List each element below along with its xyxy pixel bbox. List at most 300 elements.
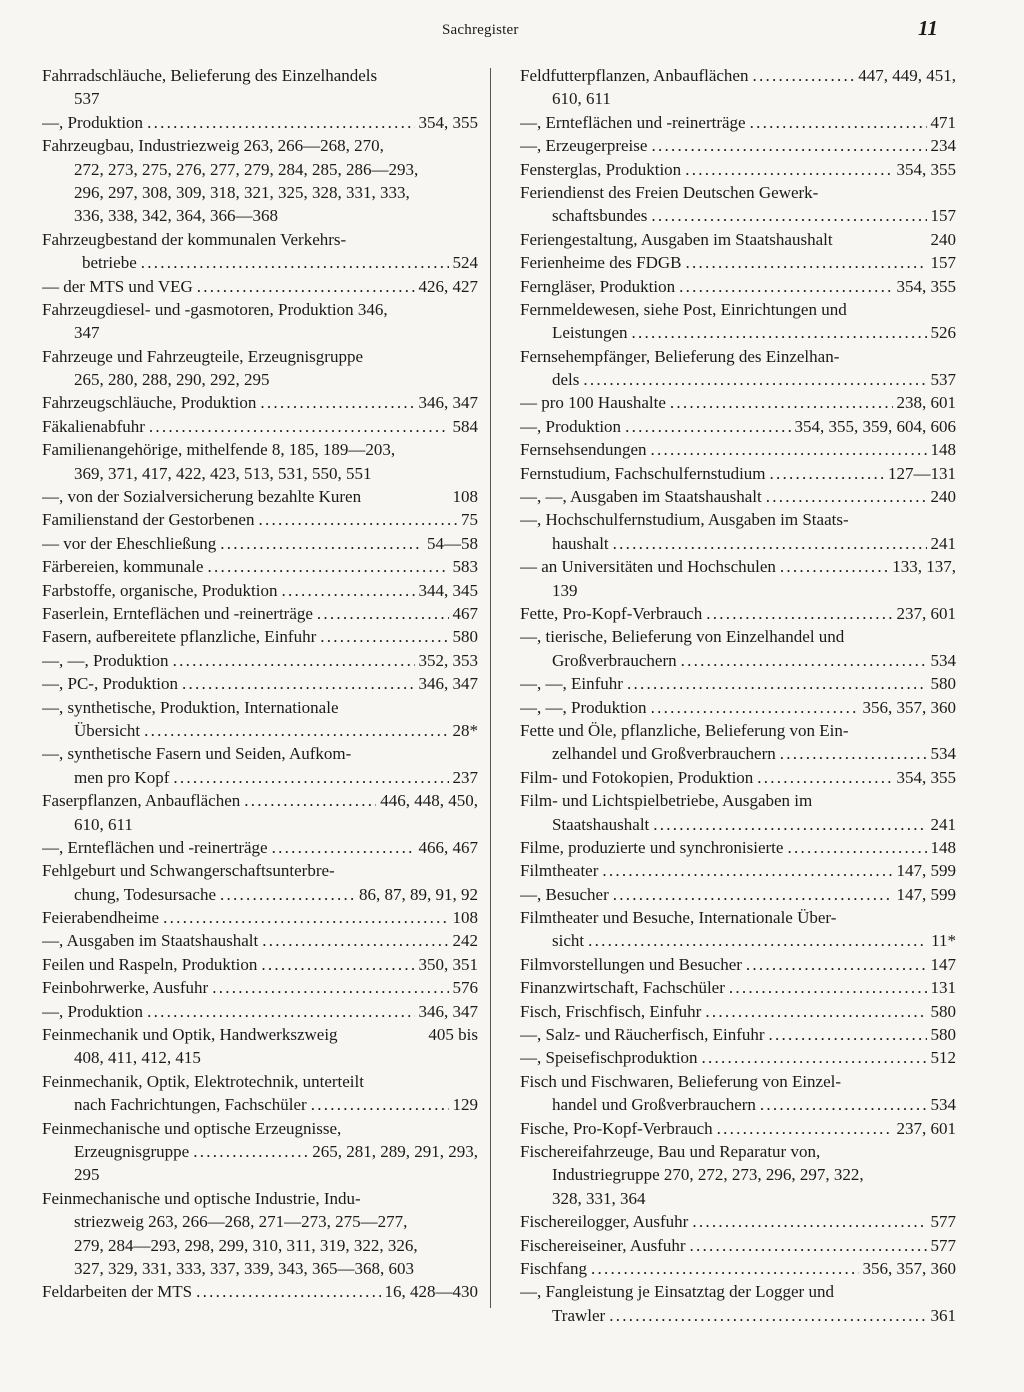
entry-term: —, PC-, Produktion	[42, 674, 179, 694]
index-entry-line	[42, 1163, 478, 1186]
entry-pages: 534	[930, 744, 956, 764]
index-entry-line	[42, 1046, 478, 1069]
entry-term: betriebe	[82, 253, 137, 273]
entry-term: schaftsbundes	[552, 206, 648, 226]
dot-leader	[625, 415, 790, 438]
index-entry-line	[42, 579, 478, 602]
entry-pages: 354, 355	[418, 112, 478, 132]
entry-pages: 11*	[931, 931, 956, 951]
dot-leader	[780, 742, 927, 765]
entry-term: Fehlgeburt und Schwangerschaftsunterbre-	[42, 861, 335, 881]
entry-pages: 237, 601	[896, 1118, 956, 1138]
entry-pages: 86, 87, 89, 91, 92	[359, 884, 478, 904]
index-entry-line	[42, 438, 478, 461]
entry-pages: 534	[930, 1095, 956, 1115]
entry-pages: 577	[930, 1212, 956, 1232]
entry-pages: 241	[930, 814, 956, 834]
index-entry-line	[42, 368, 478, 391]
index-entry-line	[520, 625, 956, 648]
entry-continuation: 295	[74, 1165, 100, 1185]
index-entry-line	[520, 1257, 956, 1280]
index-entry-line	[520, 602, 956, 625]
dot-leader	[193, 1140, 308, 1163]
entry-pages: 583	[452, 557, 478, 577]
entry-pages: 346, 347	[418, 674, 478, 694]
entry-term: —, —, Produktion	[42, 650, 169, 670]
entry-pages: 240	[930, 487, 956, 507]
entry-continuation: 279, 284—293, 298, 299, 310, 311, 319, 322, 326,	[74, 1235, 418, 1255]
entry-term: —, Hochschulfernstudium, Ausgaben im Staats-	[520, 510, 849, 530]
dot-leader	[591, 1257, 858, 1280]
entry-term: zelhandel und Großverbrauchern	[552, 744, 776, 764]
entry-continuation: 610, 611	[74, 814, 133, 834]
dot-leader	[651, 696, 859, 719]
dot-leader	[651, 134, 926, 157]
entry-pages: 16, 428—430	[384, 1282, 478, 1302]
entry-term: Feierabendheime	[42, 908, 160, 928]
dot-leader	[746, 953, 927, 976]
dot-leader	[760, 1093, 927, 1116]
index-entry-line	[520, 87, 956, 110]
index-entry-line	[42, 508, 478, 531]
entry-term: —, Produktion	[520, 416, 622, 436]
entry-continuation: 327, 329, 331, 333, 337, 339, 343, 365—368, 603	[74, 1258, 414, 1278]
entry-term: Feriendienst des Freien Deutschen Gewerk-	[520, 182, 819, 202]
entry-term: —, Ernteflächen und -reinerträge	[520, 112, 746, 132]
index-entry-line	[520, 298, 956, 321]
index-entry-line	[42, 953, 478, 976]
entry-pages: 234	[930, 136, 956, 156]
index-entry-line	[42, 204, 478, 227]
entry-term: Faserpflanzen, Anbauflächen	[42, 791, 241, 811]
entry-term: Feinmechanische und optische Industrie, Indu-	[42, 1188, 361, 1208]
index-entry-line	[520, 321, 956, 344]
dot-leader	[244, 789, 376, 812]
entry-continuation: 347	[74, 323, 100, 343]
index-entry-line	[42, 813, 478, 836]
entry-term: —, Speisefischproduktion	[520, 1048, 698, 1068]
entry-term: —, —, Produktion	[520, 697, 647, 717]
entry-pages: 526	[930, 323, 956, 343]
index-entry-line	[42, 111, 478, 134]
index-entry-line	[520, 462, 956, 485]
entry-term: —, Produktion	[42, 1001, 144, 1021]
index-entry-line	[520, 789, 956, 812]
entry-term: —, —, Ausgaben im Staatshaushalt	[520, 487, 762, 507]
dot-leader	[141, 251, 449, 274]
entry-pages: 240	[930, 229, 956, 249]
entry-term: Filmtheater	[520, 861, 599, 881]
entry-term: Film- und Fotokopien, Produktion	[520, 767, 754, 787]
index-entry-line	[520, 672, 956, 695]
index-entry-line	[42, 789, 478, 812]
entry-term: Familienstand der Gestorbenen	[42, 510, 255, 530]
dot-leader	[613, 532, 927, 555]
dot-leader	[750, 111, 927, 134]
entry-pages: 447, 449, 451,	[858, 66, 956, 85]
entry-term: Fette und Öle, pflanzliche, Belieferung von Ein-	[520, 720, 849, 740]
entry-continuation: 369, 371, 417, 422, 423, 513, 531, 550, 551	[74, 463, 372, 483]
entry-term: —, —, Einfuhr	[520, 674, 623, 694]
entry-term: Fischereilogger, Ausfuhr	[520, 1212, 689, 1232]
entry-term: Feldarbeiten der MTS	[42, 1282, 193, 1302]
entry-continuation: 272, 273, 275, 276, 277, 279, 284, 285, 286—293,	[74, 159, 419, 179]
entry-pages: 238, 601	[896, 393, 956, 413]
dot-leader	[220, 883, 355, 906]
dot-leader	[651, 438, 927, 461]
entry-term: —, Ausgaben im Staatshaushalt	[42, 931, 259, 951]
entry-term: Übersicht	[74, 720, 141, 740]
index-entry-line	[520, 1117, 956, 1140]
index-entry-line	[520, 181, 956, 204]
entry-term: Filmvorstellungen und Besucher	[520, 954, 742, 974]
entry-pages: 524	[452, 253, 478, 273]
entry-pages: 242	[452, 931, 478, 951]
index-entry-line	[520, 696, 956, 719]
entry-pages: 580	[930, 1025, 956, 1045]
entry-term: — vor der Eheschließung	[42, 533, 217, 553]
entry-term: sicht	[552, 931, 585, 951]
entry-pages: 580	[930, 1001, 956, 1021]
dot-leader	[653, 813, 926, 836]
index-entry-line	[520, 1023, 956, 1046]
index-entry-line	[520, 555, 956, 578]
index-entry-line	[42, 696, 478, 719]
entry-pages: 405 bis	[428, 1025, 478, 1045]
left-index-column	[42, 64, 478, 1304]
dot-leader	[685, 251, 926, 274]
entry-term: Feinmechanik, Optik, Elektrotechnik, unterteilt	[42, 1071, 364, 1091]
index-entry-line	[42, 1023, 478, 1046]
entry-pages: 354, 355, 359, 604, 606	[794, 416, 956, 436]
dot-leader	[196, 1280, 380, 1303]
entry-term: Feinbohrwerke, Ausfuhr	[42, 978, 209, 998]
entry-term: Fette, Pro-Kopf-Verbrauch	[520, 603, 703, 623]
entry-term: Färbereien, kommunale	[42, 557, 204, 577]
dot-leader	[627, 672, 927, 695]
entry-term: Fahrzeugbau, Industriezweig 263, 266—268, 270,	[42, 136, 384, 156]
index-entry-line	[520, 1234, 956, 1257]
entry-term: Fisch, Frischfisch, Einfuhr	[520, 1001, 702, 1021]
dot-leader	[583, 368, 926, 391]
dot-leader	[705, 1000, 926, 1023]
entry-continuation: 336, 338, 342, 364, 366—368	[74, 206, 278, 226]
dot-leader	[262, 929, 448, 952]
dot-leader	[182, 672, 414, 695]
index-entry-line	[520, 649, 956, 672]
index-entry-line	[42, 672, 478, 695]
index-entry-line	[520, 368, 956, 391]
entry-pages: 157	[930, 253, 956, 273]
entry-pages: 129	[452, 1095, 478, 1115]
dot-leader	[692, 1210, 926, 1233]
entry-term: Feriengestaltung, Ausgaben im Staatshaushalt	[520, 229, 833, 249]
index-entry-line	[42, 321, 478, 344]
entry-pages: 133, 137,	[892, 557, 956, 577]
index-entry-line	[42, 836, 478, 859]
entry-term: Fernstudium, Fachschulfernstudium	[520, 463, 766, 483]
entry-term: nach Fachrichtungen, Fachschüler	[74, 1095, 307, 1115]
dot-leader	[281, 579, 414, 602]
entry-term: —, Produktion	[42, 112, 144, 132]
dot-leader	[706, 602, 892, 625]
entry-pages: 344, 345	[418, 580, 478, 600]
index-entry-line	[42, 1210, 478, 1233]
entry-pages: 354, 355	[896, 276, 956, 296]
index-entry-line	[520, 766, 956, 789]
entry-pages: 577	[930, 1235, 956, 1255]
entry-pages: 467	[452, 603, 478, 623]
entry-pages: 237	[452, 767, 478, 787]
index-entry-line	[520, 275, 956, 298]
entry-continuation: 265, 280, 288, 290, 292, 295	[74, 370, 270, 390]
page-number: 11	[918, 16, 938, 40]
entry-pages: 350, 351	[418, 954, 478, 974]
dot-leader	[207, 555, 448, 578]
dot-leader	[261, 953, 414, 976]
index-entry-line	[42, 766, 478, 789]
index-entry-line	[520, 391, 956, 414]
index-entry-line	[42, 275, 478, 298]
dot-leader	[609, 1304, 926, 1327]
entry-pages: 580	[930, 674, 956, 694]
index-entry-line	[42, 1234, 478, 1257]
index-entry-line	[42, 228, 478, 251]
entry-continuation: 610, 611	[552, 89, 611, 109]
dot-leader	[260, 391, 414, 414]
dot-leader	[258, 508, 457, 531]
index-entry-line	[42, 64, 478, 87]
entry-term: Fahrzeugdiesel- und -gasmotoren, Produktion 346,	[42, 299, 388, 319]
dot-leader	[681, 649, 927, 672]
right-index-column	[520, 64, 956, 1327]
entry-term: Fensterglas, Produktion	[520, 159, 682, 179]
index-entry-line	[42, 976, 478, 999]
entry-pages: 54—58	[427, 533, 478, 553]
dot-leader	[717, 1117, 893, 1140]
entry-continuation: 328, 331, 364	[552, 1188, 646, 1208]
entry-pages: 584	[452, 416, 478, 436]
index-entry-line	[520, 508, 956, 531]
index-entry-line	[520, 1140, 956, 1163]
index-entry-line	[520, 158, 956, 181]
index-entry-line	[42, 625, 478, 648]
dot-leader	[757, 766, 892, 789]
index-entry-line	[520, 251, 956, 274]
index-entry-line	[520, 1000, 956, 1023]
entry-term: Feinmechanik und Optik, Handwerkszweig	[42, 1025, 338, 1045]
index-entry-line	[520, 1304, 956, 1327]
dot-leader	[317, 602, 449, 625]
entry-term: Farbstoffe, organische, Produktion	[42, 580, 278, 600]
index-entry-line	[520, 953, 956, 976]
index-entry-line	[42, 1000, 478, 1023]
entry-term: Filme, produzierte und synchronisierte	[520, 837, 784, 857]
index-entry-line	[42, 602, 478, 625]
dot-leader	[769, 1023, 927, 1046]
entry-term: Fäkalienabfuhr	[42, 416, 145, 436]
index-entry-line	[520, 228, 956, 251]
entry-term: Familienangehörige, mithelfende 8, 185, 189—203,	[42, 440, 396, 460]
dot-leader	[787, 836, 926, 859]
entry-continuation: 408, 411, 412, 415	[74, 1048, 201, 1068]
index-entry-line	[520, 111, 956, 134]
dot-leader	[770, 462, 884, 485]
index-entry-line	[42, 906, 478, 929]
index-entry-line	[520, 204, 956, 227]
entry-pages: 580	[452, 627, 478, 647]
dot-leader	[588, 929, 927, 952]
entry-term: —, tierische, Belieferung von Einzelhandel und	[520, 627, 845, 647]
index-entry-line	[42, 391, 478, 414]
index-entry-line	[42, 555, 478, 578]
entry-term: —, Salz- und Räucherfisch, Einfuhr	[520, 1025, 765, 1045]
entry-pages: 28*	[452, 720, 478, 740]
entry-term: Fernsehempfänger, Belieferung des Einzelhan-	[520, 346, 840, 366]
dot-leader	[651, 204, 926, 227]
entry-term: —, synthetische, Produktion, Internationale	[42, 697, 339, 717]
index-entry-line	[42, 158, 478, 181]
index-entry-line	[42, 929, 478, 952]
entry-term: Finanzwirtschaft, Fachschüler	[520, 978, 725, 998]
entry-pages: 131	[930, 978, 956, 998]
entry-term: —, Fangleistung je Einsatztag der Logger und	[520, 1282, 834, 1302]
index-entry-line	[520, 532, 956, 555]
index-entry-line	[42, 345, 478, 368]
entry-term: Film- und Lichtspielbetriebe, Ausgaben im	[520, 791, 813, 811]
dot-leader	[173, 766, 448, 789]
index-entry-line	[42, 87, 478, 110]
entry-term: — an Universitäten und Hochschulen	[520, 557, 776, 577]
index-entry-line	[42, 1117, 478, 1140]
entry-term: —, synthetische Fasern und Seiden, Aufkom-	[42, 744, 352, 764]
dot-leader	[613, 883, 893, 906]
index-entry-line	[520, 859, 956, 882]
index-entry-line	[42, 134, 478, 157]
entry-pages: 354, 355	[896, 159, 956, 179]
index-entry-line	[520, 906, 956, 929]
dot-leader	[670, 391, 893, 414]
dot-leader	[212, 976, 448, 999]
entry-term: Ferienheime des FDGB	[520, 253, 682, 273]
entry-term: chung, Todesursache	[74, 884, 217, 904]
entry-term: Fernsehsendungen	[520, 440, 647, 460]
entry-pages: 108	[452, 908, 478, 928]
entry-term: Faserlein, Ernteflächen und -reinerträge	[42, 603, 313, 623]
entry-term: Fahrzeugschläuche, Produktion	[42, 393, 257, 413]
entry-term: Ferngläser, Produktion	[520, 276, 676, 296]
index-entry-line	[520, 1070, 956, 1093]
index-entry-line	[42, 719, 478, 742]
index-entry-line	[520, 345, 956, 368]
dot-leader	[702, 1046, 927, 1069]
entry-continuation: striezweig 263, 266—268, 271—273, 275—277,	[74, 1212, 408, 1232]
entry-term: Staatshaushalt	[552, 814, 650, 834]
index-entry-line	[42, 883, 478, 906]
index-entry-line	[42, 1187, 478, 1210]
entry-term: handel und Großverbrauchern	[552, 1095, 756, 1115]
dot-leader	[173, 649, 415, 672]
index-entry-line	[520, 719, 956, 742]
index-entry-line	[520, 1187, 956, 1210]
index-entry-line	[520, 579, 956, 602]
entry-term: Fische, Pro-Kopf-Verbrauch	[520, 1118, 713, 1138]
entry-term: — der MTS und VEG	[42, 276, 193, 296]
entry-term: Fahrradschläuche, Belieferung des Einzelhandels	[42, 66, 378, 85]
entry-pages: 466, 467	[418, 837, 478, 857]
entry-term: Erzeugnisgruppe	[74, 1141, 190, 1161]
index-entry-line	[42, 1257, 478, 1280]
entry-pages: 346, 347	[418, 393, 478, 413]
index-entry-line	[42, 181, 478, 204]
entry-term: Fahrzeugbestand der kommunalen Verkehrs-	[42, 229, 347, 249]
entry-pages: 346, 347	[418, 1001, 478, 1021]
entry-term: Feinmechanische und optische Erzeugnisse,	[42, 1118, 342, 1138]
entry-term: Filmtheater und Besuche, Internationale Über-	[520, 908, 837, 928]
index-entry-line	[42, 251, 478, 274]
index-entry-line	[42, 485, 478, 508]
dot-leader	[149, 415, 449, 438]
dot-leader	[632, 321, 927, 344]
index-entry-line	[520, 836, 956, 859]
entry-pages: 356, 357, 360	[862, 697, 956, 717]
dot-leader	[311, 1093, 449, 1116]
entry-continuation: Industriegruppe 270, 272, 273, 296, 297, 322,	[552, 1165, 864, 1185]
index-entry-line	[520, 134, 956, 157]
entry-pages: 352, 353	[418, 650, 478, 670]
dot-leader	[144, 719, 448, 742]
dot-leader	[147, 1000, 414, 1023]
entry-pages: 127—131	[888, 463, 956, 483]
entry-pages: 534	[930, 650, 956, 670]
entry-pages: 446, 448, 450,	[380, 791, 478, 811]
entry-term: Fischereifahrzeuge, Bau und Reparatur von,	[520, 1141, 821, 1161]
entry-pages: 361	[930, 1305, 956, 1325]
dot-leader	[272, 836, 415, 859]
index-entry-line	[520, 64, 956, 87]
index-entry-line	[42, 415, 478, 438]
index-entry-line	[520, 1280, 956, 1303]
index-entry-line	[42, 1070, 478, 1093]
dot-leader	[690, 1234, 927, 1257]
index-entry-line	[520, 485, 956, 508]
index-entry-line	[520, 1210, 956, 1233]
entry-pages: 237, 601	[896, 603, 956, 623]
dot-leader	[752, 64, 854, 87]
entry-term: Feilen und Raspeln, Produktion	[42, 954, 258, 974]
dot-leader	[163, 906, 448, 929]
column-divider	[490, 68, 491, 1308]
entry-pages: 147, 599	[896, 861, 956, 881]
entry-term: dels	[552, 370, 580, 390]
dot-leader	[766, 485, 927, 508]
entry-term: Fahrzeuge und Fahrzeugteile, Erzeugnisgruppe	[42, 346, 363, 366]
entry-term: haushalt	[552, 533, 609, 553]
index-entry-line	[42, 742, 478, 765]
entry-pages: 512	[930, 1048, 956, 1068]
entry-pages: 241	[930, 533, 956, 553]
entry-pages: 108	[452, 487, 478, 507]
entry-term: — pro 100 Haushalte	[520, 393, 666, 413]
index-entry-line	[42, 1280, 478, 1303]
entry-continuation: 537	[74, 89, 100, 109]
dot-leader	[320, 625, 448, 648]
entry-continuation: 139	[552, 580, 578, 600]
entry-pages: 75	[461, 510, 478, 530]
entry-pages: 148	[930, 440, 956, 460]
dot-leader	[197, 275, 415, 298]
entry-term: Großverbrauchern	[552, 650, 677, 670]
